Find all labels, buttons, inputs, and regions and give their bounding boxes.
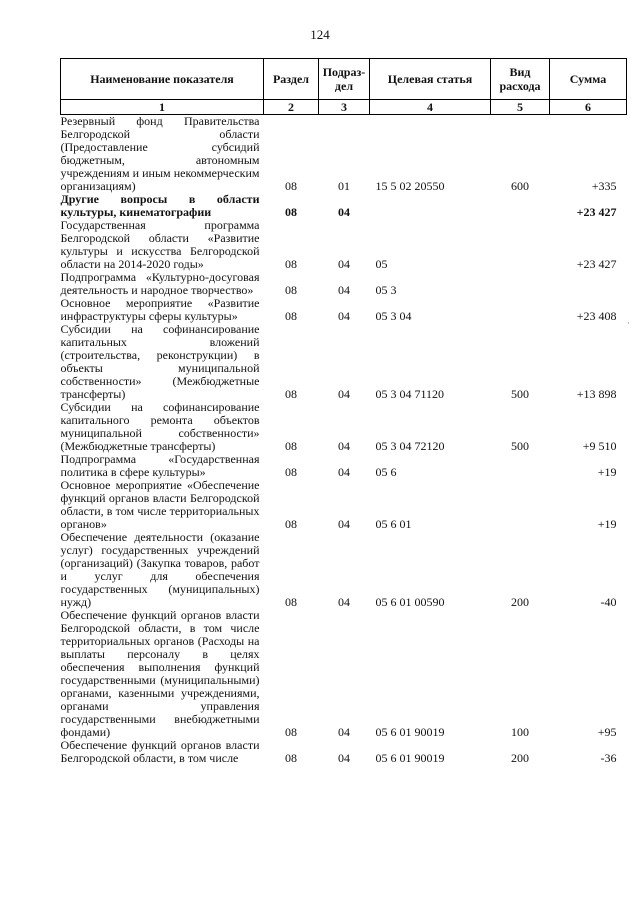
cell-target: 05 6 <box>375 465 397 479</box>
cell-name: Другие вопросы в области культуры, кинематографии <box>60 192 260 219</box>
table-header <box>61 59 627 115</box>
cell-vid: 500 <box>511 439 529 453</box>
cell-razdel: 08 <box>285 725 297 739</box>
cell-target: 05 3 04 72120 <box>375 439 445 453</box>
cell-target: 05 6 01 00590 <box>375 595 445 609</box>
cell-sum: -40 <box>600 595 617 609</box>
cell-podr: 04 <box>338 205 350 219</box>
table-row <box>61 531 627 609</box>
cell-vid <box>491 453 550 479</box>
cell-name: Государственная программа Белгородской области «Развитие культуры и искусства Белгородской области на 2014-2020 годы» <box>60 218 260 271</box>
cell-vid: 200 <box>511 751 529 765</box>
cell-target: 05 6 01 90019 <box>375 751 445 765</box>
table-row <box>61 115 627 194</box>
cell-target <box>370 193 491 219</box>
cell-name: Обеспечение функций органов власти Белгородской области, в том числе <box>60 738 260 765</box>
cell-podr: 04 <box>338 439 350 453</box>
cell-podr: 04 <box>338 751 350 765</box>
cell-razdel: 08 <box>285 439 297 453</box>
table-row <box>61 271 627 297</box>
cell-podr: 04 <box>338 595 350 609</box>
cell-name: Основное мероприятие «Развитие инфраструктуры сферы культуры» <box>60 296 260 323</box>
cell-vid <box>491 219 550 271</box>
col-number-3: 3 <box>319 100 370 115</box>
cell-vid: 200 <box>511 595 529 609</box>
cell-target: 05 6 01 <box>375 517 412 531</box>
header-razdel: Раздел <box>264 59 319 100</box>
cell-target: 05 3 04 <box>375 309 412 323</box>
cell-vid <box>491 479 550 531</box>
cell-vid: 500 <box>511 387 529 401</box>
cell-target: 05 3 <box>375 283 397 297</box>
cell-razdel: 08 <box>285 179 297 193</box>
cell-podr: 04 <box>338 517 350 531</box>
cell-sum: +19 <box>597 517 617 531</box>
cell-podr: 01 <box>338 179 350 193</box>
cell-name: Субсидии на софинансирование капитального ремонта объектов муниципальной собственности» (Межбюджетные трансферты) <box>60 400 260 453</box>
table-row <box>61 219 627 271</box>
cell-vid: 100 <box>511 725 529 739</box>
cell-sum: +9 510 <box>582 439 617 453</box>
table-row <box>61 401 627 453</box>
col-number-2: 2 <box>264 100 319 115</box>
cell-target: 15 5 02 20550 <box>375 179 445 193</box>
cell-sum: +95 <box>597 725 617 739</box>
table-row <box>61 323 627 401</box>
margin-mark: · <box>627 318 630 328</box>
cell-razdel: 08 <box>285 205 297 219</box>
cell-razdel: 08 <box>285 283 297 297</box>
cell-podr: 04 <box>338 257 350 271</box>
cell-name: Основное мероприятие «Обеспечение функций органов власти Белгородской области, в том числе территориальных органов» <box>60 478 260 531</box>
header-target: Целевая статья <box>370 59 491 100</box>
cell-podr: 04 <box>338 309 350 323</box>
header-sum: Сумма <box>550 59 627 100</box>
cell-name: Резервный фонд Правительства Белгородской области (Предоставление субсидий бюджетным, автономным учреждениям и иным некоммерческим организациям) <box>60 114 260 193</box>
cell-razdel: 08 <box>285 257 297 271</box>
cell-sum: +13 898 <box>576 387 617 401</box>
cell-podr: 04 <box>338 387 350 401</box>
table-row <box>61 453 627 479</box>
page-number: 124 <box>310 27 330 42</box>
cell-target: 05 <box>375 257 388 271</box>
cell-sum: +335 <box>591 179 617 193</box>
cell-vid: 600 <box>511 179 529 193</box>
cell-razdel: 08 <box>285 387 297 401</box>
col-number-1: 1 <box>61 100 264 115</box>
table-row <box>61 193 627 219</box>
cell-razdel: 08 <box>285 517 297 531</box>
cell-sum: +23 427 <box>576 257 617 271</box>
cell-vid <box>491 193 550 219</box>
col-number-5: 5 <box>491 100 550 115</box>
cell-razdel: 08 <box>285 595 297 609</box>
cell-name: Подпрограмма «Государственная политика в сфере культуры» <box>60 452 260 479</box>
col-number-4: 4 <box>370 100 491 115</box>
cell-sum: +23 408 <box>576 309 617 323</box>
cell-razdel: 08 <box>285 465 297 479</box>
cell-podr: 04 <box>338 725 350 739</box>
cell-razdel: 08 <box>285 309 297 323</box>
table-body <box>61 115 627 766</box>
cell-vid <box>491 297 550 323</box>
table-row <box>61 297 627 323</box>
cell-name: Обеспечение деятельности (оказание услуг) государственных учреждений (организаций) (Закупка товаров, работ и услуг для обеспечения государственных (муниципальных) нужд) <box>60 530 260 609</box>
cell-sum <box>550 271 627 297</box>
cell-podr: 04 <box>338 465 350 479</box>
cell-podr: 04 <box>338 283 350 297</box>
cell-razdel: 08 <box>285 751 297 765</box>
cell-vid <box>491 271 550 297</box>
cell-name: Обеспечение функций органов власти Белгородской области, в том числе территориальных органов (Расходы на выплаты персоналу в целях обеспечения выполнения функций государственными (муниципальными) органами, казенными учреждениями, органами управления государственными внебюджетными фондами) <box>60 608 260 739</box>
cell-sum: -36 <box>600 751 617 765</box>
cell-name: Подпрограмма «Культурно-досуговая деятельность и народное творчество» <box>60 270 260 297</box>
budget-table <box>60 58 627 765</box>
header-name: Наименование показателя <box>61 59 264 100</box>
table-row <box>61 739 627 765</box>
col-number-6: 6 <box>550 100 627 115</box>
header-podrazdel: Подраз-дел <box>319 59 370 100</box>
cell-name: Субсидии на софинансирование капитальных вложений (строительства, реконструкции) в объекты муниципальной собственности» (Межбюджетные трансферты) <box>60 322 260 401</box>
header-vid: Вид расхода <box>491 59 550 100</box>
table-row <box>61 609 627 739</box>
cell-sum: +23 427 <box>576 205 617 219</box>
cell-sum: +19 <box>597 465 617 479</box>
cell-target: 05 6 01 90019 <box>375 725 445 739</box>
table-row <box>61 479 627 531</box>
cell-target: 05 3 04 71120 <box>375 387 445 401</box>
